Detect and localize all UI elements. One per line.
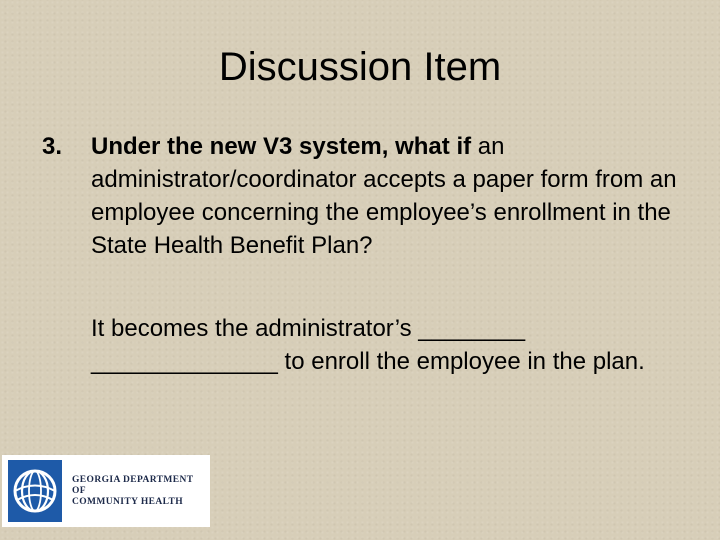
- question-item: [42, 130, 692, 262]
- slide-title: Discussion Item: [218, 45, 502, 89]
- dch-logo: [2, 455, 210, 527]
- question-number: 3.: [42, 133, 63, 160]
- answer-text: It becomes the administrator’s ________ ______________ to enroll the employee in the plan.: [91, 315, 645, 375]
- logo-line-2: COMMUNITY HEALTH: [72, 496, 183, 507]
- logo-text: [72, 475, 210, 508]
- globe-swirl-icon: [8, 460, 62, 522]
- logo-line-1: GEORGIA DEPARTMENT OF: [72, 474, 194, 496]
- question-text: [91, 130, 692, 262]
- question-bold-text: Under the new V3 system, what if: [91, 133, 472, 160]
- question-rest-text: an administrator/coordinator accepts a paper form from an employee concerning the employee’s enrollment in the State Health Benefit Plan?: [91, 133, 677, 259]
